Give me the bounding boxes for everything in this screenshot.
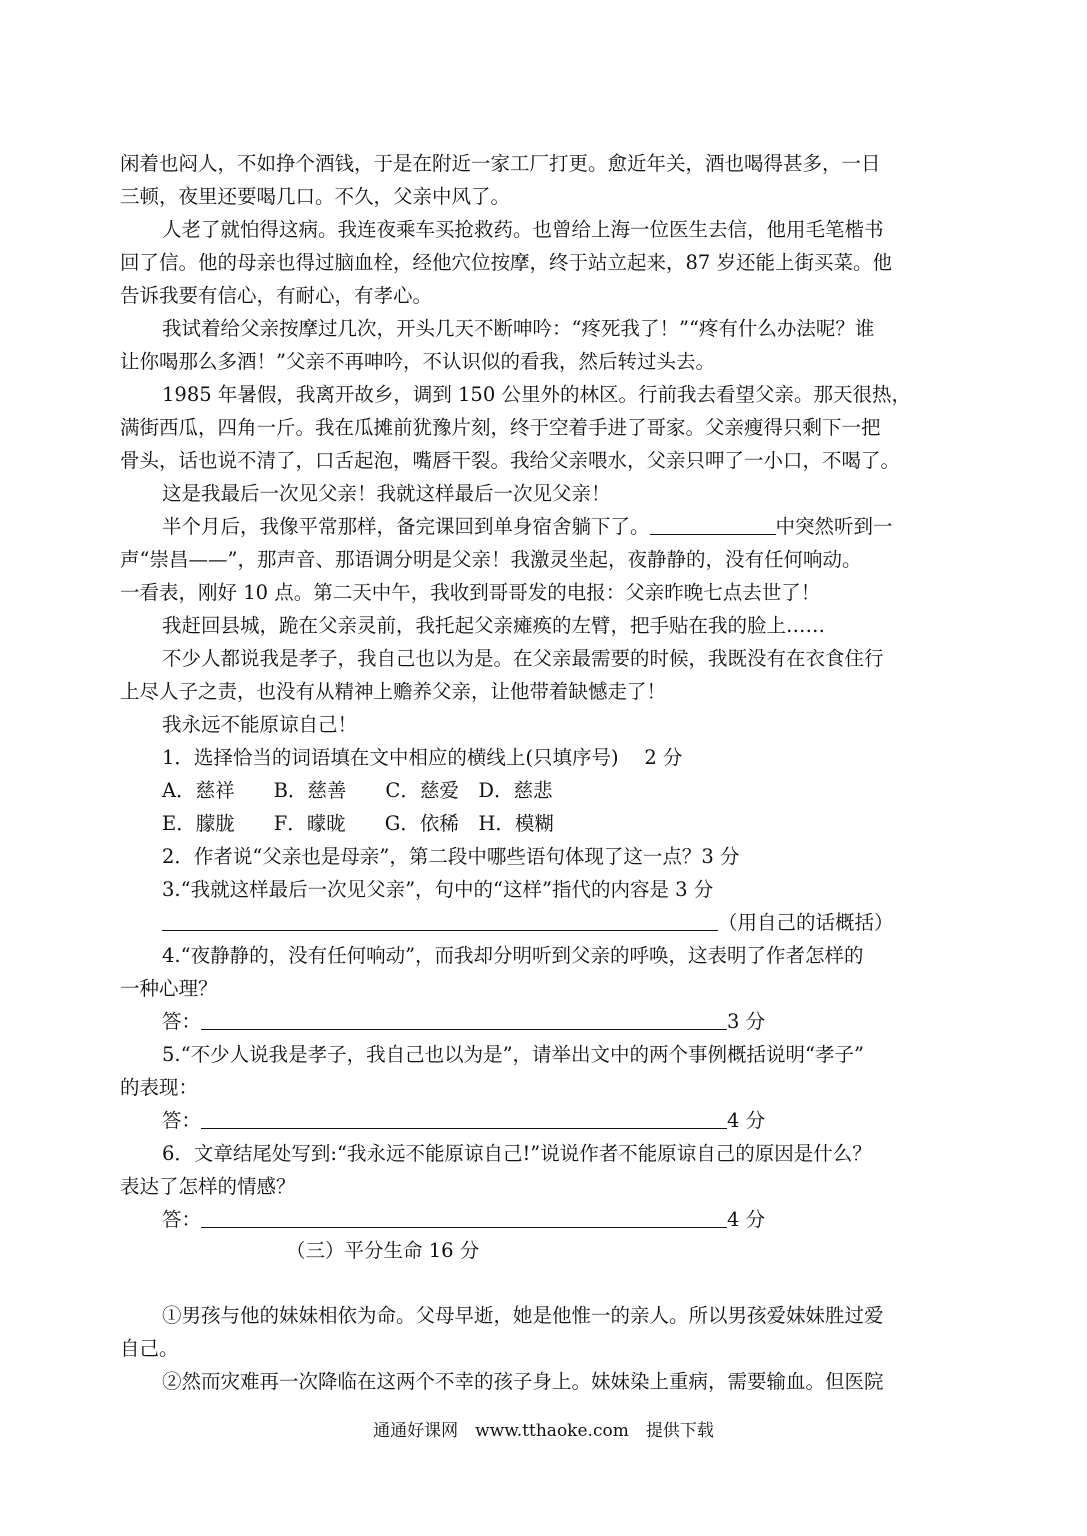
paragraph-line: 不少人都说我是孝子，我自己也以为是。在父亲最需要的时候，我既没有在衣食住行 xyxy=(162,647,884,670)
question-3-answer-line xyxy=(162,909,894,937)
score: 4 分 xyxy=(727,1208,766,1231)
answer-label: 答： xyxy=(162,1208,202,1231)
answer-label: 答： xyxy=(162,1010,202,1033)
score: 4 分 xyxy=(727,1109,766,1132)
section-title: （三）平分生命 16 分 xyxy=(286,1239,480,1262)
score: 3 分 xyxy=(727,1010,766,1033)
paragraph-line: 回了信。他的母亲也得过脑血栓，经他穴位按摩，终于站立起来，87 岁还能上街买菜。他 xyxy=(120,251,893,274)
paragraph-line: ①男孩与他的妹妹相依为命。父母早逝，她是他惟一的亲人。所以男孩爱妹妹胜过爱 xyxy=(162,1304,884,1327)
fill-in-blank[interactable] xyxy=(650,514,776,535)
question-5: 5.“不少人说我是孝子，我自己也以为是”，请举出文中的两个事例概括说明“孝子” xyxy=(162,1043,864,1066)
paragraph-line: 骨头，话也说不清了，口舌起泡，嘴唇干裂。我给父亲喂水，父亲只呷了一小口，不喝了。 xyxy=(120,449,901,472)
question-4: 4.“夜静静的，没有任何响动”，而我却分明听到父亲的呼唤，这表明了作者怎样的 xyxy=(162,944,864,967)
paragraph-line: 我永远不能原谅自己！ xyxy=(162,713,358,736)
text-segment: 半个月后，我像平常那样，备完课回到单身宿舍躺下了。 xyxy=(162,515,650,538)
paragraph-line: 告诉我要有信心，有耐心，有孝心。 xyxy=(120,284,433,307)
question-4-cont: 一种心理？ xyxy=(120,977,218,1000)
paragraph-line: 人老了就怕得这病。我连夜乘车买抢救药。也曾给上海一位医生去信，他用毛笔楷书 xyxy=(162,218,884,241)
paragraph-line: 让你喝那么多酒！”父亲不再呻吟，不认识似的看我，然后转过头去。 xyxy=(120,350,715,373)
paragraph-line: 声“崇昌——”，那声音、那语调分明是父亲！我激灵坐起，夜静静的，没有任何响动。 xyxy=(120,548,862,571)
paragraph-line-with-blank xyxy=(162,513,893,541)
paragraph-line: 1985 年暑假，我离开故乡，调到 150 公里外的林区。行前我去看望父亲。那天很热， xyxy=(162,383,911,406)
question-4-answer-line xyxy=(162,1008,765,1036)
question-1-options-row-1: A．慈祥 B．慈善 C．慈爱 D．慈悲 xyxy=(162,779,553,802)
question-1: 1．选择恰当的词语填在文中相应的横线上(只填序号) 2 分 xyxy=(162,746,683,769)
question-2: 2．作者说“父亲也是母亲”，第二段中哪些语句体现了这一点？3 分 xyxy=(162,845,740,868)
answer-blank[interactable] xyxy=(201,1108,727,1129)
answer-blank[interactable] xyxy=(162,910,718,931)
paragraph-line: 三顿，夜里还要喝几口。不久，父亲中风了。 xyxy=(120,185,511,208)
paragraph-line: ②然而灾难再一次降临在这两个不幸的孩子身上。妹妹染上重病，需要输血。但医院 xyxy=(162,1370,884,1393)
paragraph-line: 我赶回县城，跪在父亲灵前，我托起父亲瘫痪的左臂，把手贴在我的脸上…… xyxy=(162,614,826,637)
answer-blank[interactable] xyxy=(201,1207,727,1228)
question-6-cont: 表达了怎样的情感？ xyxy=(120,1175,296,1198)
paragraph-line: 自己。 xyxy=(120,1337,179,1360)
question-3: 3.“我就这样最后一次见父亲”，句中的“这样”指代的内容是 3 分 xyxy=(162,878,714,901)
answer-label: 答： xyxy=(162,1109,202,1132)
answer-hint: （用自己的话概括） xyxy=(718,911,894,934)
answer-blank[interactable] xyxy=(201,1009,727,1030)
question-6: 6．文章结尾处写到:“我永远不能原谅自己!”说说作者不能原谅自己的原因是什么？ xyxy=(162,1142,872,1165)
paragraph-line: 这是我最后一次见父亲！我就这样最后一次见父亲！ xyxy=(162,482,611,505)
paragraph-line: 满街西瓜，四角一斤。我在瓜摊前犹豫片刻，终于空着手进了哥家。父亲瘦得只剩下一把 xyxy=(120,416,881,439)
question-1-options-row-2: E．朦胧 F．曚昽 G．依稀 H．模糊 xyxy=(162,812,554,835)
text-segment: 中突然听到一 xyxy=(775,515,893,538)
paragraph-line: 闲着也闷人，不如挣个酒钱，于是在附近一家工厂打更。愈近年关，酒也喝得甚多，一日 xyxy=(120,152,881,175)
paragraph-line: 上尽人子之责，也没有从精神上赡养父亲，让他带着缺憾走了！ xyxy=(120,680,667,703)
paragraph-line: 我试着给父亲按摩过几次，开头几天不断呻吟：“疼死我了！”“疼有什么办法呢？谁 xyxy=(162,317,875,340)
page-footer: 通通好课网 www.tthaoke.com 提供下载 xyxy=(373,1421,714,1441)
question-5-cont: 的表现： xyxy=(120,1076,199,1099)
question-6-answer-line xyxy=(162,1206,765,1234)
paragraph-line: 一看表，刚好 10 点。第二天中午，我收到哥哥发的电报：父亲昨晚七点去世了！ xyxy=(120,581,821,604)
question-5-answer-line xyxy=(162,1107,765,1135)
